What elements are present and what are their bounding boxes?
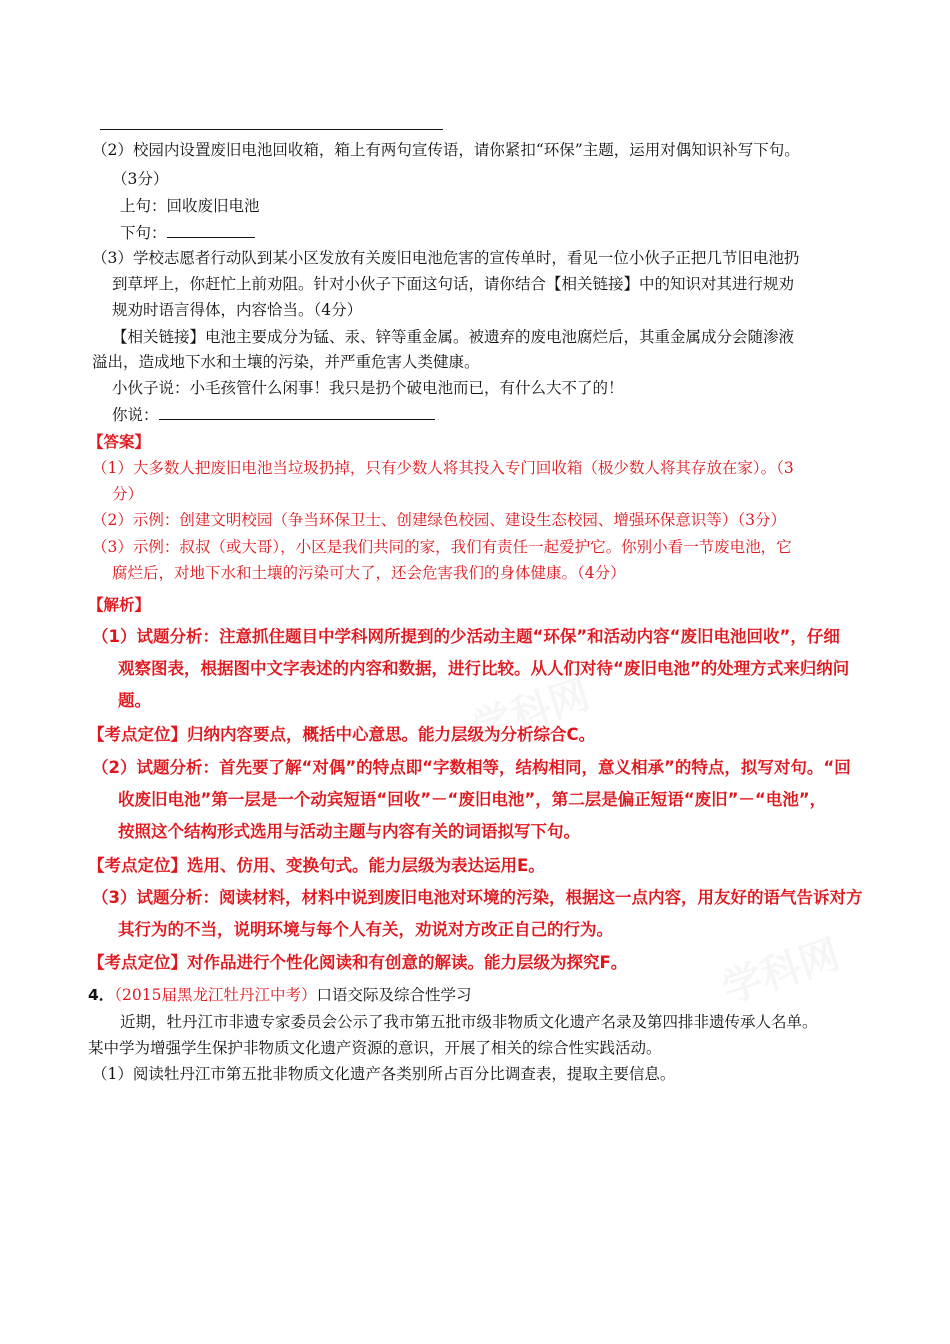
analysis-3-line-2: 其行为的不当，说明环境与每个人有关，劝说对方改正自己的行为。 [118,920,613,939]
q3-you-say-line [112,403,435,426]
key-point-2: 【考点定位】选用、仿用、变换句式。能力层级为表达运用E。 [88,856,545,875]
q2-lower-line [120,221,255,244]
q4-subquestion-1: （1）阅读牡丹江市第五批非物质文化遗产各类别所占百分比调查表，提取主要信息。 [92,1065,676,1083]
q3-you-say-label: 你说： [112,406,159,424]
q4-source: （2015届黑龙江牡丹江中考） [114,986,317,1004]
q2-answer-blank[interactable] [167,221,255,238]
analysis-2-line-3: 按照这个结构形式选用与活动主题与内容有关的词语拟写下句。 [118,822,580,841]
q4-paragraph-line-2: 某中学为增强学生保护非物质文化遗产资源的意识，开展了相关的综合性实践活动。 [88,1039,662,1057]
analysis-2-line-1: （2）试题分析：首先要了解“对偶”的特点即“字数相等，结构相同，意义相承”的特点，拟写对句。“回 [92,758,851,777]
watermark: 学科网 [716,931,846,1013]
q4-paragraph-line-1: 近期，牡丹江市非遗专家委员会公示了我市第五批市级非物质文化遗产名录及第四排非遗传承人名单。 [120,1013,818,1031]
analysis-1-line-3: 题。 [118,691,151,710]
analysis-1-line-1: （1）试题分析：注意抓住题目中学科网所提到的少活动主题“环保”和活动内容“废旧电池回收”，仔细 [92,627,840,646]
q2-upper-line: 上句：回收废旧电池 [120,197,260,215]
answer-3-line-1: （3）示例：叔叔（或大哥），小区是我们共同的家，我们有责任一起爱护它。你别小看一节废电池，它 [92,538,792,556]
q2-line-2: （3分） [112,170,169,188]
answer-1-line-1: （1）大多数人把废旧电池当垃圾扔掉，只有少数人将其投入专门回收箱（极少数人将其存放在家）。（3 [92,459,794,477]
q2-line-1: （2）校园内设置废旧电池回收箱，箱上有两句宣传语，请你紧扣“环保”主题，运用对偶知识补写下句。 [92,141,800,159]
answer-1-line-2: 分） [112,485,144,503]
q2-lower-label: 下句： [120,224,167,242]
q3-line-1: （3）学校志愿者行动队到某小区发放有关废旧电池危害的宣传单时，看见一位小伙子正把几节旧电池扔 [92,249,800,267]
key-point-3: 【考点定位】对作品进行个性化阅读和有创意的解读。能力层级为探究F。 [88,953,628,972]
analysis-3-line-1: （3）试题分析：阅读材料，材料中说到废旧电池对环境的污染，根据这一点内容，用友好的语气告诉对方 [92,888,863,907]
answer-2: （2）示例：创建文明校园（争当环保卫士、创建绿色校园、建设生态校园、增强环保意识等）（3分） [92,511,786,529]
q4-number: 4． [88,986,115,1004]
analysis-2-line-2: 收废旧电池”第一层是一个动宾短语“回收”－“废旧电池”，第二层是偏正短语“废旧”－“电池”， [118,790,827,809]
answer-3-line-2: 腐烂后，对地下水和土壤的污染可大了，还会危害我们的身体健康。（4分） [112,564,626,582]
key-point-1: 【考点定位】归纳内容要点，概括中心意思。能力层级为分析综合C。 [88,725,596,744]
analysis-1-line-2: 观察图表，根据图中文字表述的内容和数据，进行比较。从人们对待“废旧电池”的处理方式来归纳问 [118,659,850,678]
q4-topic: 口语交际及综合性学习 [316,986,472,1004]
analysis-heading: 【解析】 [88,596,151,614]
q4-header [88,984,472,1006]
q3-link-2: 溢出，造成地下水和土壤的污染，并严重危害人类健康。 [92,353,480,371]
answer-heading: 【答案】 [88,433,151,451]
watermark: 学科网 [466,671,596,753]
q3-line-3: 规劝时语言得体，内容恰当。（4分） [112,301,363,319]
q3-answer-blank[interactable] [159,403,435,420]
q3-line-2: 到草坪上，你赶忙上前劝阻。针对小伙子下面这句话，请你结合【相关链接】中的知识对其进行规劝 [112,275,795,293]
q3-link-1: 【相关链接】电池主要成分为锰、汞、锌等重金属。被遗弃的废电池腐烂后，其重金属成分会随渗液 [112,328,795,346]
answer-blank-line [100,129,443,130]
q3-young-man-says: 小伙子说：小毛孩管什么闲事！我只是扔个破电池而已，有什么大不了的！ [112,379,624,397]
